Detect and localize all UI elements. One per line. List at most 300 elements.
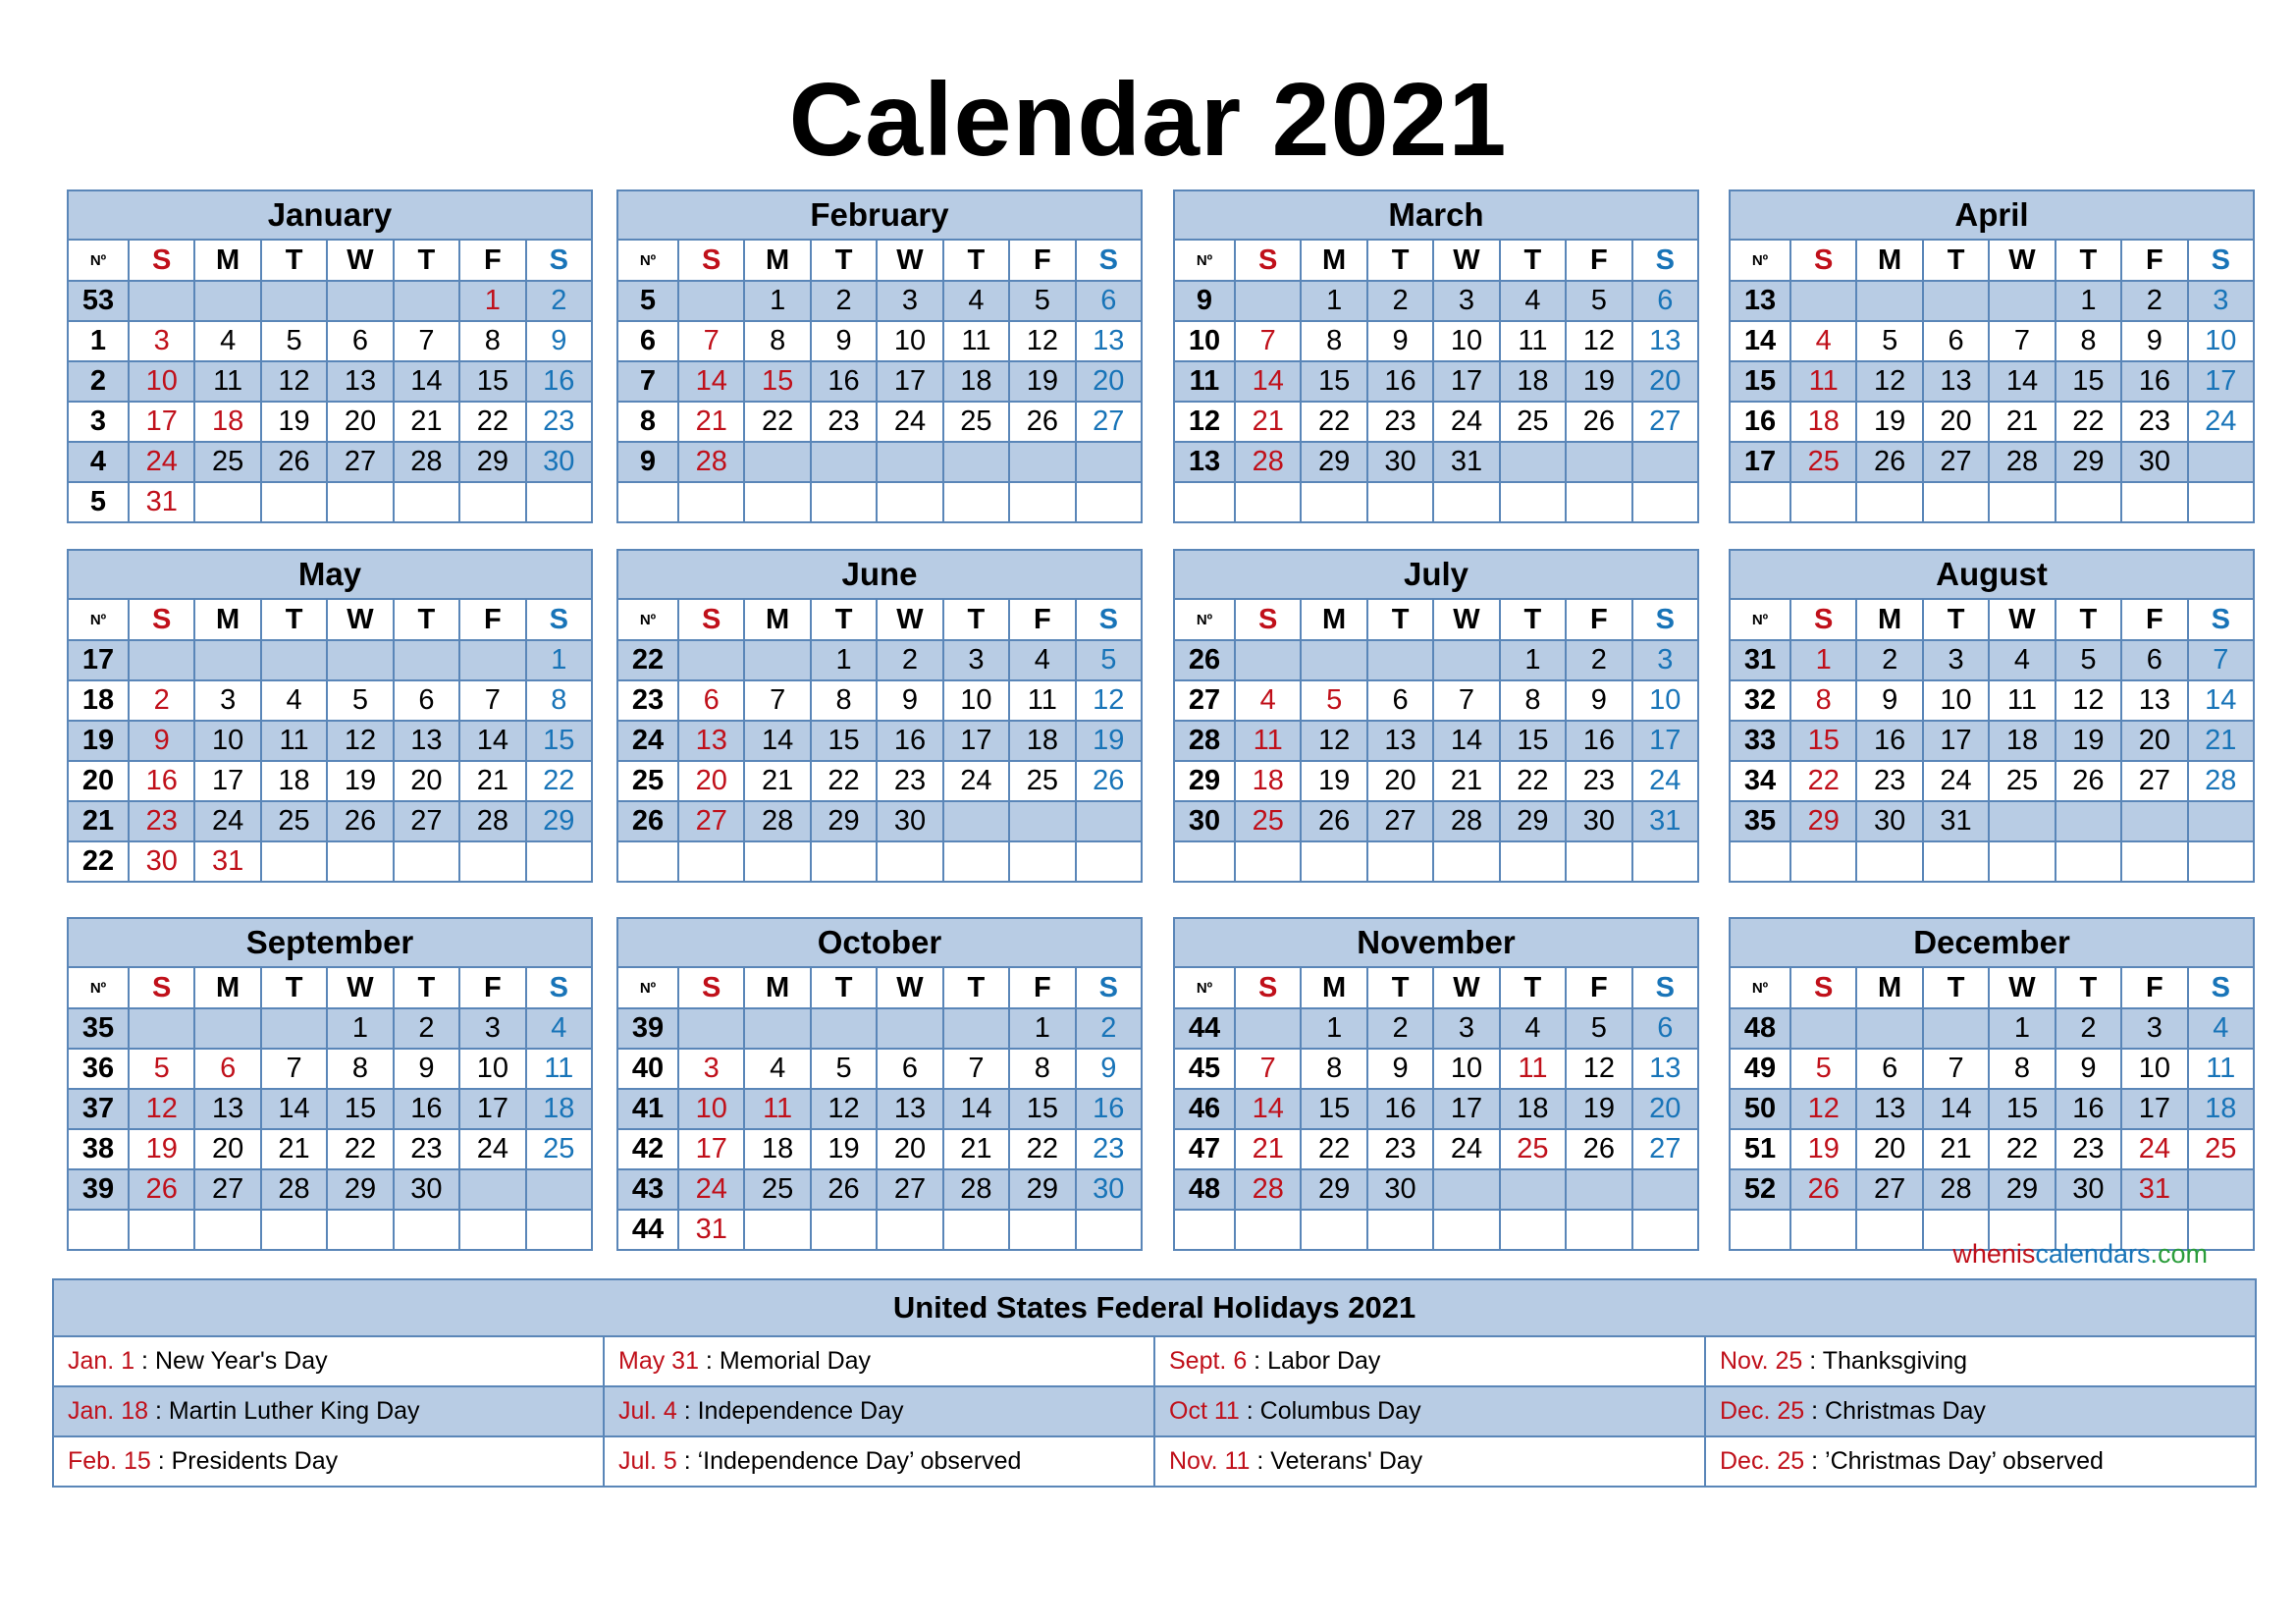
day-cell: 12 [129, 1089, 194, 1129]
day-cell: 26 [811, 1169, 877, 1210]
day-cell [1433, 1169, 1499, 1210]
day-cell [744, 640, 810, 680]
day-cell: 6 [327, 321, 393, 361]
day-cell: 5 [1566, 1008, 1631, 1049]
day-cell: 23 [1076, 1129, 1142, 1169]
day-cell [1856, 1008, 1922, 1049]
day-cell: 24 [678, 1169, 744, 1210]
day-cell: 9 [1367, 321, 1433, 361]
day-cell: 15 [459, 361, 525, 402]
week-number: 29 [1174, 761, 1235, 801]
holiday-cell [1154, 1336, 1705, 1386]
day-cell: 12 [1009, 321, 1075, 361]
weekday-header: F [1009, 967, 1075, 1008]
day-cell: 17 [1923, 721, 1989, 761]
day-cell [877, 442, 942, 482]
weekday-header: T [1367, 967, 1433, 1008]
day-cell: 10 [1632, 680, 1698, 721]
day-cell: 18 [526, 1089, 592, 1129]
day-cell [1235, 482, 1301, 522]
day-cell: 12 [2056, 680, 2121, 721]
day-cell [1989, 281, 2055, 321]
day-cell [2188, 801, 2254, 841]
weekday-header: T [2056, 967, 2121, 1008]
day-cell: 25 [1009, 761, 1075, 801]
day-cell [678, 640, 744, 680]
day-cell: 8 [2056, 321, 2121, 361]
day-cell: 25 [1500, 402, 1566, 442]
day-cell: 17 [129, 402, 194, 442]
day-cell: 19 [2056, 721, 2121, 761]
week-number: 35 [68, 1008, 129, 1049]
day-cell: 3 [459, 1008, 525, 1049]
month-may [67, 549, 593, 883]
day-cell: 25 [943, 402, 1009, 442]
day-cell: 26 [1566, 1129, 1631, 1169]
weekday-header: T [943, 599, 1009, 640]
weekday-header: S [129, 967, 194, 1008]
day-cell: 21 [1433, 761, 1499, 801]
day-cell [459, 482, 525, 522]
day-cell: 24 [194, 801, 260, 841]
weekday-header: F [2121, 967, 2187, 1008]
day-cell: 16 [1566, 721, 1631, 761]
day-cell [1301, 482, 1366, 522]
holiday-cell [604, 1386, 1154, 1436]
day-cell [394, 281, 459, 321]
day-cell: 15 [744, 361, 810, 402]
day-cell: 10 [2121, 1049, 2187, 1089]
day-cell: 8 [744, 321, 810, 361]
day-cell: 1 [327, 1008, 393, 1049]
day-cell: 3 [2188, 281, 2254, 321]
day-cell [1500, 1169, 1566, 1210]
day-cell: 27 [394, 801, 459, 841]
weekday-header: Nº [68, 240, 129, 281]
day-cell: 27 [1076, 402, 1142, 442]
day-cell: 14 [459, 721, 525, 761]
day-cell: 22 [1790, 761, 1856, 801]
day-cell: 24 [459, 1129, 525, 1169]
day-cell: 21 [1989, 402, 2055, 442]
day-cell: 10 [1433, 321, 1499, 361]
week-number [617, 482, 678, 522]
day-cell: 15 [1009, 1089, 1075, 1129]
holiday-name: : Presidents Day [150, 1447, 339, 1475]
day-cell: 24 [877, 402, 942, 442]
day-cell: 13 [1632, 321, 1698, 361]
day-cell: 1 [1500, 640, 1566, 680]
month-june [616, 549, 1143, 883]
day-cell: 2 [526, 281, 592, 321]
weekday-header: Nº [1174, 599, 1235, 640]
day-cell: 26 [1566, 402, 1631, 442]
day-cell: 15 [526, 721, 592, 761]
credit-part-2: calendars [2035, 1239, 2151, 1269]
day-cell: 23 [129, 801, 194, 841]
weekday-header: M [1856, 599, 1922, 640]
day-cell: 25 [194, 442, 260, 482]
day-cell: 1 [1301, 1008, 1366, 1049]
day-cell: 30 [1076, 1169, 1142, 1210]
day-cell [1009, 482, 1075, 522]
day-cell: 3 [1433, 1008, 1499, 1049]
day-cell [1790, 841, 1856, 882]
week-number: 11 [1174, 361, 1235, 402]
day-cell: 7 [1923, 1049, 1989, 1089]
day-cell: 18 [1500, 361, 1566, 402]
week-number: 15 [1730, 361, 1790, 402]
day-cell [2188, 482, 2254, 522]
month-september [67, 917, 593, 1251]
day-cell: 11 [261, 721, 327, 761]
day-cell: 17 [1632, 721, 1698, 761]
day-cell [1856, 1210, 1922, 1250]
day-cell: 2 [1856, 640, 1922, 680]
month-march [1173, 189, 1699, 523]
day-cell: 21 [744, 761, 810, 801]
week-number [68, 1210, 129, 1250]
day-cell: 2 [877, 640, 942, 680]
day-cell: 6 [1076, 281, 1142, 321]
weekday-header: Nº [68, 967, 129, 1008]
day-cell: 14 [261, 1089, 327, 1129]
weekday-header: S [1790, 599, 1856, 640]
weekday-header: F [1009, 240, 1075, 281]
day-cell: 26 [261, 442, 327, 482]
day-cell: 13 [394, 721, 459, 761]
day-cell: 3 [1632, 640, 1698, 680]
week-number: 39 [617, 1008, 678, 1049]
weekday-header: T [394, 599, 459, 640]
day-cell: 17 [1433, 1089, 1499, 1129]
day-cell [943, 482, 1009, 522]
weekday-header: F [2121, 240, 2187, 281]
day-cell [811, 841, 877, 882]
day-cell [744, 841, 810, 882]
weekday-header: F [1566, 240, 1631, 281]
day-cell: 11 [1500, 321, 1566, 361]
weekday-header: S [1076, 599, 1142, 640]
weekday-header: F [1566, 599, 1631, 640]
holiday-date: Dec. 25 [1720, 1447, 1805, 1475]
week-number: 36 [68, 1049, 129, 1089]
day-cell [1235, 841, 1301, 882]
day-cell: 9 [2056, 1049, 2121, 1089]
day-cell: 1 [1989, 1008, 2055, 1049]
weekday-header: S [678, 240, 744, 281]
day-cell [1367, 482, 1433, 522]
day-cell: 2 [1367, 1008, 1433, 1049]
day-cell: 8 [1301, 321, 1366, 361]
day-cell: 7 [1989, 321, 2055, 361]
day-cell [1856, 841, 1922, 882]
day-cell: 29 [1009, 1169, 1075, 1210]
day-cell: 1 [744, 281, 810, 321]
day-cell: 24 [2188, 402, 2254, 442]
week-number: 37 [68, 1089, 129, 1129]
holiday-cell [53, 1386, 604, 1436]
day-cell: 6 [2121, 640, 2187, 680]
day-cell: 19 [327, 761, 393, 801]
day-cell: 15 [1989, 1089, 2055, 1129]
day-cell: 22 [1989, 1129, 2055, 1169]
day-cell [1301, 1210, 1366, 1250]
day-cell [261, 281, 327, 321]
day-cell [1009, 442, 1075, 482]
week-number: 27 [1174, 680, 1235, 721]
holiday-name: : Memorial Day [698, 1347, 872, 1375]
day-cell: 4 [194, 321, 260, 361]
week-number: 39 [68, 1169, 129, 1210]
day-cell: 28 [1235, 1169, 1301, 1210]
holiday-name: : Veterans' Day [1250, 1447, 1423, 1475]
day-cell [1989, 482, 2055, 522]
weekday-header: Nº [1174, 967, 1235, 1008]
month-january [67, 189, 593, 523]
day-cell: 17 [1433, 361, 1499, 402]
day-cell: 28 [744, 801, 810, 841]
day-cell: 9 [811, 321, 877, 361]
month-october [616, 917, 1143, 1251]
day-cell: 4 [261, 680, 327, 721]
day-cell: 21 [1923, 1129, 1989, 1169]
day-cell: 22 [1009, 1129, 1075, 1169]
day-cell [943, 442, 1009, 482]
day-cell: 19 [1790, 1129, 1856, 1169]
day-cell: 19 [1856, 402, 1922, 442]
day-cell: 19 [1566, 361, 1631, 402]
weekday-header: T [811, 599, 877, 640]
week-number: 42 [617, 1129, 678, 1169]
day-cell: 28 [678, 442, 744, 482]
weekday-header: M [194, 240, 260, 281]
day-cell: 27 [1923, 442, 1989, 482]
day-cell: 1 [526, 640, 592, 680]
day-cell: 11 [526, 1049, 592, 1089]
day-cell [943, 1008, 1009, 1049]
weekday-header: Nº [68, 599, 129, 640]
day-cell [1566, 1169, 1631, 1210]
holiday-cell [1154, 1436, 1705, 1487]
day-cell: 12 [1566, 321, 1631, 361]
week-number: 8 [617, 402, 678, 442]
day-cell: 8 [1989, 1049, 2055, 1089]
day-cell: 12 [327, 721, 393, 761]
day-cell [194, 640, 260, 680]
day-cell: 21 [943, 1129, 1009, 1169]
weekday-header: M [1301, 240, 1366, 281]
week-number: 48 [1730, 1008, 1790, 1049]
day-cell: 22 [1301, 402, 1366, 442]
day-cell: 16 [1076, 1089, 1142, 1129]
day-cell: 22 [2056, 402, 2121, 442]
day-cell: 10 [943, 680, 1009, 721]
weekday-header: T [394, 967, 459, 1008]
day-cell: 5 [327, 680, 393, 721]
day-cell: 20 [394, 761, 459, 801]
day-cell: 17 [678, 1129, 744, 1169]
weekday-header: T [1923, 240, 1989, 281]
month-july [1173, 549, 1699, 883]
day-cell [1989, 801, 2055, 841]
holiday-name: : Christmas Day [1804, 1397, 1986, 1425]
weekday-header: Nº [1730, 967, 1790, 1008]
day-cell: 18 [194, 402, 260, 442]
day-cell [1433, 482, 1499, 522]
weekday-header: F [459, 240, 525, 281]
day-cell: 7 [1235, 1049, 1301, 1089]
day-cell [877, 1210, 942, 1250]
day-cell [1235, 1008, 1301, 1049]
day-cell: 25 [1989, 761, 2055, 801]
week-number: 40 [617, 1049, 678, 1089]
day-cell: 8 [327, 1049, 393, 1089]
weekday-header: M [194, 599, 260, 640]
holiday-date: Sept. 6 [1169, 1347, 1248, 1375]
month-name: April [1730, 190, 2254, 240]
day-cell: 9 [1856, 680, 1922, 721]
day-cell: 18 [1989, 721, 2055, 761]
day-cell [678, 1008, 744, 1049]
day-cell: 27 [2121, 761, 2187, 801]
page-title: Calendar 2021 [788, 62, 1508, 178]
week-number: 10 [1174, 321, 1235, 361]
weekday-header: T [261, 240, 327, 281]
day-cell [1235, 1210, 1301, 1250]
day-cell [1790, 1008, 1856, 1049]
day-cell: 1 [1301, 281, 1366, 321]
month-name: August [1730, 550, 2254, 599]
holiday-name: : New Year's Day [134, 1347, 328, 1375]
day-cell: 17 [2188, 361, 2254, 402]
day-cell: 1 [1009, 1008, 1075, 1049]
day-cell: 23 [2056, 1129, 2121, 1169]
day-cell: 13 [1367, 721, 1433, 761]
day-cell: 22 [327, 1129, 393, 1169]
day-cell: 22 [1301, 1129, 1366, 1169]
month-february [616, 189, 1143, 523]
day-cell: 28 [261, 1169, 327, 1210]
day-cell: 4 [2188, 1008, 2254, 1049]
month-name: February [617, 190, 1142, 240]
day-cell: 15 [1301, 361, 1366, 402]
day-cell: 6 [1367, 680, 1433, 721]
day-cell: 20 [1367, 761, 1433, 801]
week-number: 53 [68, 281, 129, 321]
week-number: 9 [617, 442, 678, 482]
day-cell: 14 [943, 1089, 1009, 1129]
day-cell: 22 [526, 761, 592, 801]
day-cell: 13 [1076, 321, 1142, 361]
day-cell: 21 [261, 1129, 327, 1169]
day-cell [744, 1008, 810, 1049]
day-cell [877, 841, 942, 882]
day-cell: 19 [261, 402, 327, 442]
day-cell: 25 [526, 1129, 592, 1169]
day-cell [1632, 841, 1698, 882]
day-cell [811, 1210, 877, 1250]
month-august [1729, 549, 2255, 883]
day-cell: 9 [1367, 1049, 1433, 1089]
day-cell [1009, 841, 1075, 882]
day-cell: 25 [744, 1169, 810, 1210]
weekday-header: T [1923, 599, 1989, 640]
weekday-header: S [1790, 967, 1856, 1008]
week-number: 47 [1174, 1129, 1235, 1169]
day-cell: 12 [1566, 1049, 1631, 1089]
day-cell: 20 [1856, 1129, 1922, 1169]
month-name: June [617, 550, 1142, 599]
weekday-header: S [1235, 967, 1301, 1008]
weekday-header: W [1433, 240, 1499, 281]
day-cell: 28 [1989, 442, 2055, 482]
week-number: 22 [617, 640, 678, 680]
day-cell: 31 [194, 841, 260, 882]
holiday-date: Jan. 18 [68, 1397, 149, 1425]
holiday-cell [1154, 1386, 1705, 1436]
day-cell: 29 [1790, 801, 1856, 841]
day-cell [129, 1210, 194, 1250]
weekday-header: T [2056, 599, 2121, 640]
day-cell [1009, 801, 1075, 841]
day-cell: 28 [943, 1169, 1009, 1210]
day-cell: 2 [1076, 1008, 1142, 1049]
day-cell: 1 [1790, 640, 1856, 680]
day-cell: 13 [1856, 1089, 1922, 1129]
weekday-header: M [194, 967, 260, 1008]
day-cell: 20 [678, 761, 744, 801]
holiday-date: Oct 11 [1169, 1397, 1240, 1425]
day-cell: 4 [1009, 640, 1075, 680]
day-cell: 20 [1632, 361, 1698, 402]
day-cell: 6 [678, 680, 744, 721]
day-cell [394, 640, 459, 680]
day-cell: 29 [1301, 442, 1366, 482]
holiday-date: May 31 [618, 1347, 699, 1375]
weekday-header: M [744, 967, 810, 1008]
day-cell [678, 281, 744, 321]
weekday-header: W [877, 240, 942, 281]
day-cell: 6 [394, 680, 459, 721]
day-cell: 20 [1632, 1089, 1698, 1129]
holidays-panel [52, 1278, 2257, 1488]
weekday-header: W [327, 967, 393, 1008]
day-cell: 13 [678, 721, 744, 761]
day-cell [526, 1210, 592, 1250]
day-cell [1923, 841, 1989, 882]
day-cell: 9 [1076, 1049, 1142, 1089]
day-cell: 24 [1632, 761, 1698, 801]
day-cell [459, 1210, 525, 1250]
weekday-header: W [1433, 599, 1499, 640]
day-cell: 22 [811, 761, 877, 801]
weekday-header: W [1989, 967, 2055, 1008]
day-cell: 11 [194, 361, 260, 402]
day-cell [2056, 482, 2121, 522]
day-cell: 10 [129, 361, 194, 402]
weekday-header: T [943, 240, 1009, 281]
day-cell [744, 482, 810, 522]
day-cell: 30 [1367, 442, 1433, 482]
site-credit[interactable] [1952, 1239, 2208, 1270]
day-cell [327, 281, 393, 321]
credit-part-3: .com [2150, 1239, 2208, 1269]
day-cell [327, 482, 393, 522]
weekday-header: S [678, 967, 744, 1008]
day-cell: 23 [1856, 761, 1922, 801]
day-cell: 8 [1790, 680, 1856, 721]
